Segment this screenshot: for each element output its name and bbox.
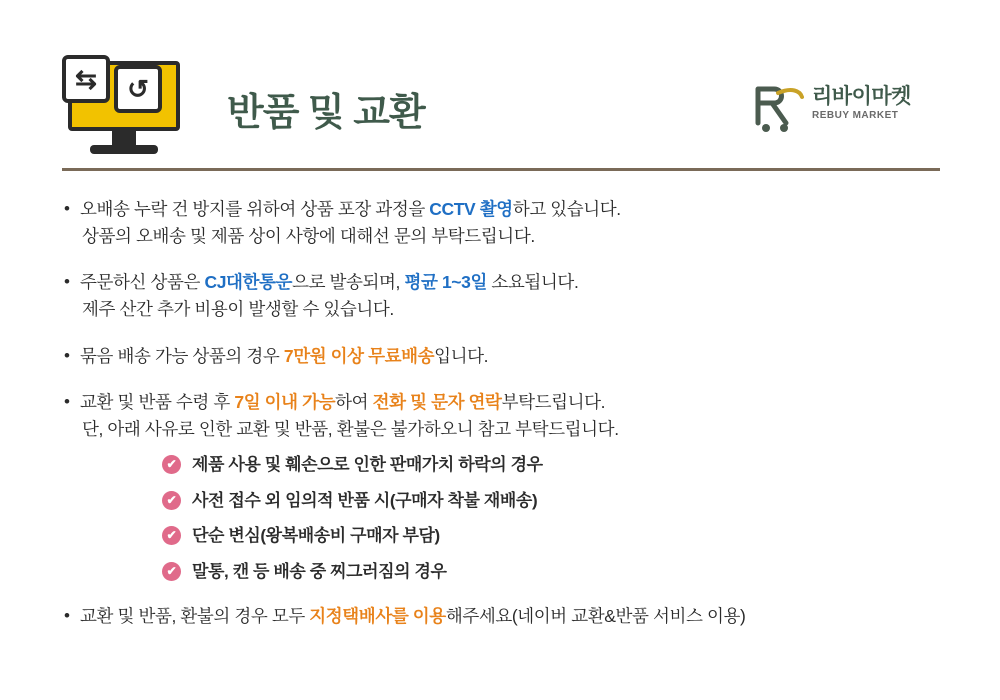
brand-subtitle: REBUY MARKET: [812, 110, 899, 122]
check-circle-icon: ✔: [162, 455, 181, 474]
text-pre: 주문하신 상품은: [80, 272, 205, 293]
policy-item: [62, 389, 952, 584]
policy-item: [62, 603, 952, 630]
swap-arrows-icon: ⇆: [62, 55, 110, 103]
text-highlight: 7일 이내 가능: [234, 391, 336, 412]
policy-item-line: 제주 산간 추가 비용이 발생할 수 있습니다.: [82, 299, 394, 320]
list-item: [162, 524, 952, 548]
list-item-label: 단순 변심(왕복배송비 구매자 부담): [192, 526, 440, 546]
policy-item: [62, 196, 952, 250]
list-item-label: 사전 접수 외 임의적 반품 시(구매자 착불 재배송): [192, 490, 538, 510]
exclusion-list: [162, 453, 952, 584]
page-header: [62, 55, 942, 160]
text-highlight: 7만원 이상 무료배송: [283, 345, 435, 366]
list-item: [162, 489, 952, 513]
text-mid: 하여: [335, 391, 373, 412]
check-circle-icon: ✔: [162, 526, 181, 545]
policy-item-line: [62, 603, 952, 630]
text-post: 부탁드립니다.: [501, 391, 606, 412]
policy-item-line: [62, 269, 952, 296]
return-arrow-icon: ↺: [114, 65, 162, 113]
text-pre: 묶음 배송 가능 상품의 경우: [80, 345, 284, 366]
check-circle-icon: ✔: [162, 491, 181, 510]
text-post: 해주세요(네이버 교환&반품 서비스 이용): [445, 606, 746, 627]
brand-logo: [752, 81, 942, 139]
policy-item-line: 상품의 오배송 및 제품 상이 사항에 대해선 문의 부탁드립니다.: [82, 226, 535, 247]
policy-item-line: 단, 아래 사유로 인한 교환 및 반품, 환불은 불가하오니 참고 부탁드립니다.: [82, 418, 619, 439]
text-post: 하고 있습니다.: [512, 199, 621, 219]
list-item: [162, 560, 952, 584]
text-post: 입니다.: [434, 345, 489, 366]
monitor-base: [90, 145, 158, 154]
text-highlight: CJ대한통운: [204, 272, 293, 293]
policy-item-line: [62, 389, 952, 416]
check-circle-icon: ✔: [162, 562, 181, 581]
list-item: [162, 453, 952, 477]
policy-content: [62, 196, 952, 649]
brand-text: [812, 85, 911, 121]
text-pre: 오배송 누락 건 방지를 위하여 상품 포장 과정을: [80, 199, 430, 219]
monitor-stand: [112, 131, 136, 145]
list-item-label: 말통, 캔 등 배송 중 찌그러짐의 경우: [192, 562, 447, 582]
text-pre: 교환 및 반품, 환불의 경우 모두: [80, 606, 310, 627]
text-pre: 교환 및 반품 수령 후: [80, 391, 235, 412]
policy-item-line: [62, 196, 952, 223]
policy-item: [62, 343, 952, 370]
text-highlight-secondary: 전화 및 문자 연락: [372, 391, 502, 412]
list-item-label: 제품 사용 및 훼손으로 인한 판매가치 하락의 경우: [192, 454, 543, 474]
text-highlight: CCTV 촬영: [429, 199, 513, 219]
exchange-monitor-icon: [62, 55, 192, 160]
header-divider: [62, 168, 940, 171]
text-post: 소요됩니다.: [486, 272, 579, 293]
text-highlight-secondary: 평균 1~3일: [404, 272, 487, 293]
rebuy-cart-icon: [752, 83, 808, 133]
brand-name: 리바이마켓: [812, 85, 911, 108]
text-mid: 으로 발송되며,: [292, 272, 405, 293]
text-highlight: 지정택배사를 이용: [309, 606, 446, 627]
page-title: 반품 및 교환: [227, 92, 425, 134]
policy-item: [62, 269, 952, 323]
policy-item-line: [62, 343, 952, 370]
